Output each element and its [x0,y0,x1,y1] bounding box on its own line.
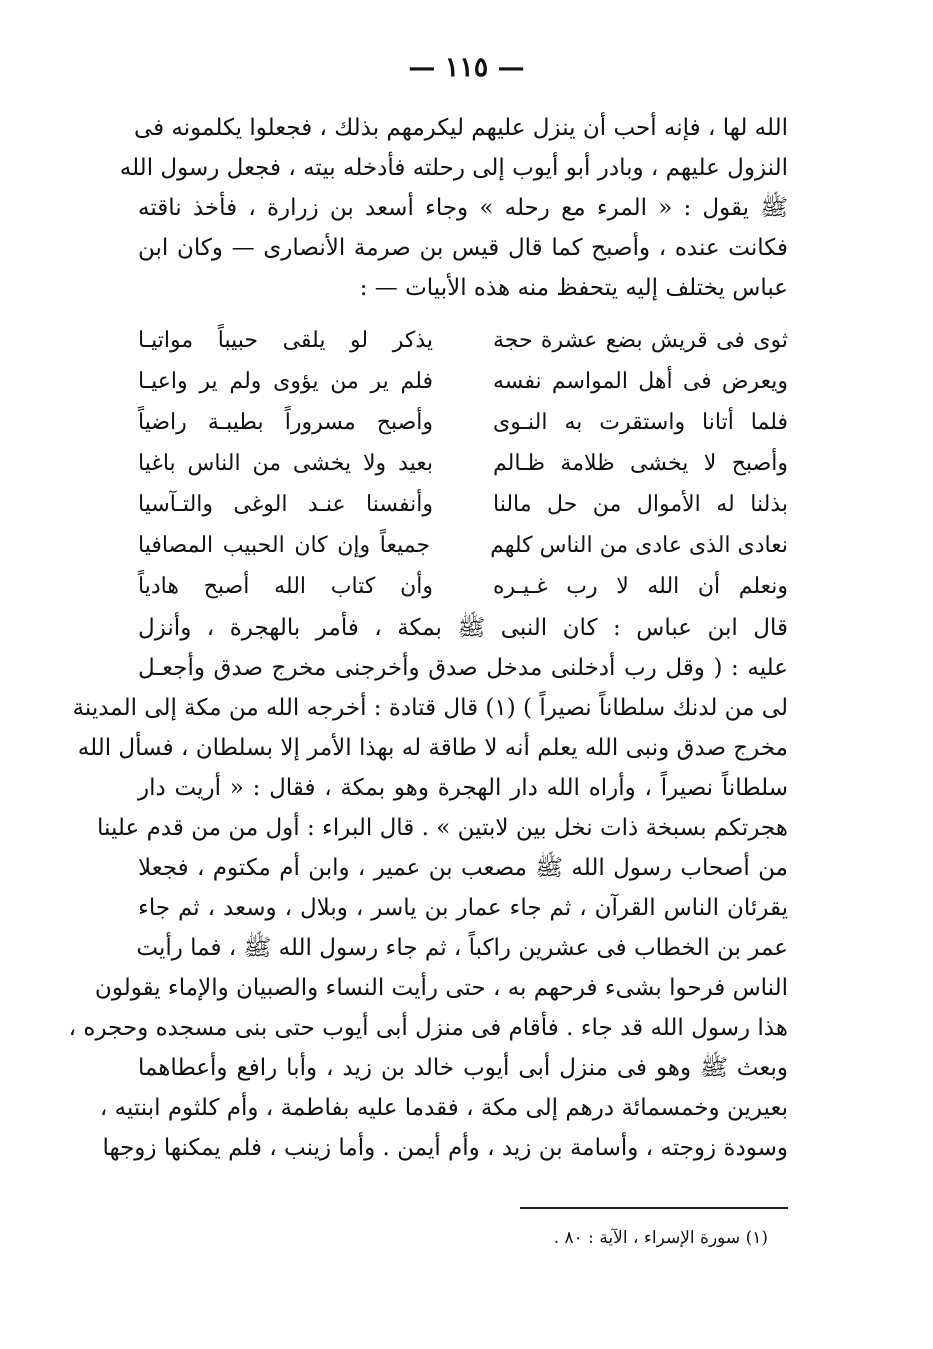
text-line: مخرج صدق ونبى الله يعلم أنه لا طاقة له بهذا الأمر إلا بسلطان ، فسأل الله [77,735,788,761]
footnote: (١) سورة الإسراء ، الآية : ٨٠ . [553,1228,768,1248]
poem-verse [138,525,788,566]
verse-second-hemistich: بعيد ولا يخشى من الناس باغيا [138,451,433,476]
poem-verse [138,443,788,484]
verse-first-hemistich: ويعرض فى أهل المواسم نفسه [493,369,788,394]
text-line: عليه : ( وقل رب أدخلنى مدخل صدق وأخرجنى مخرج صدق وأجعـل [138,655,788,681]
text-line: يقرئان الناس القرآن ، ثم جاء عمار بن ياسر ، وبلال ، وسعد ، ثم جاء [138,895,788,921]
text-line: عباس يختلف إليه يتحفظ منه هذه الأبيات — : [359,275,788,301]
page-number: — ١١٥ — [408,52,525,83]
text-line: هذا رسول الله قد جاء . فأقام فى منزل أبى أيوب حتى بنى مسجده وحجره ، [68,1015,788,1041]
verse-first-hemistich: ونعلم أن الله لا رب غـيـره [493,574,788,599]
poem-verse [138,484,788,525]
main-paragraph [68,608,788,1168]
verse-second-hemistich: وأصبح مسروراً بطيبـة راضياً [138,410,433,435]
poem-verse [138,361,788,402]
verse-second-hemistich: وأن كتاب الله أصبح هادياً [138,574,433,599]
footnote-divider [520,1207,788,1209]
text-line: هجرتكم بسبخة ذات نخل بين لابتين » . قال البراء : أول من من قدم علينا [97,815,788,841]
text-line: من أصحاب رسول الله ﷺ مصعب بن عمير ، وابن أم مكتوم ، فجعلا [138,855,788,881]
verse-first-hemistich: فلما أتانا واستقرت به النـوى [493,410,788,435]
poem-verse [138,402,788,443]
text-line: سلطاناً نصيراً ، وأراه الله دار الهجرة وهو بمكة ، فقال : « أريت دار [138,775,788,801]
verse-second-hemistich: وأنفسنا عنـد الوغى والتـآسيا [138,492,433,517]
verse-second-hemistich: جميعاً وإن كان الحبيب المصافيا [138,533,431,558]
text-line: وبعث ﷺ وهو فى منزل أبى أيوب خالد بن زيد ، وأبا رافع وأعطاهما [138,1055,788,1081]
verse-first-hemistich: وأصبح لا يخشى ظلامة ظـالم [493,451,788,476]
intro-paragraph [119,108,788,308]
text-line: لى من لدنك سلطاناً نصيراً ) (١) قال قتادة : أخرجه الله من مكة إلى المدينة [72,695,788,721]
text-line: عمر بن الخطاب فى عشرين راكباً ، ثم جاء رسول الله ﷺ ، فما رأيت [136,935,788,961]
verse-second-hemistich: فلم ير من يؤوى ولم ير واعيـا [138,369,433,394]
verse-first-hemistich: بذلنا له الأموال من حل مالنا [493,492,788,517]
text-line: الناس فرحوا بشىء فرحهم به ، حتى رأيت النساء والصبيان والإماء يقولون [94,975,788,1001]
poem [138,320,788,607]
text-line: ﷺ يقول : « المرء مع رحله » وجاء أسعد بن زرارة ، فأخذ ناقته [138,195,788,221]
text-line: فكانت عنده ، وأصبح كما قال قيس بن صرمة الأنصارى — وكان ابن [138,235,788,261]
poem-verse [138,320,788,361]
text-line: قال ابن عباس : كان النبى ﷺ بمكة ، فأمر بالهجرة ، وأنزل [138,615,788,641]
text-line: الله لها ، فإنه أحب أن ينزل عليهم ليكرمهم بذلك ، فجعلوا يكلمونه فى [133,115,788,141]
text-line: بعيرين وخمسمائة درهم إلى مكة ، فقدما عليه بفاطمة ، وأم كلثوم ابنتيه ، [99,1095,788,1121]
verse-first-hemistich: نعادى الذى عادى من الناس كلهم [490,533,788,558]
verse-first-hemistich: ثوى فى قريش بضع عشرة حجة [493,328,788,353]
text-line: وسودة زوجته ، وأسامة بن زيد ، وأم أيمن . وأما زينب ، فلم يمكنها زوجها [102,1135,788,1161]
text-line: النزول عليهم ، وبادر أبو أيوب إلى رحلته فأدخله بيته ، فجعل رسول الله [119,155,788,181]
verse-second-hemistich: يذكر لو يلقى حبيباً مواتيـا [138,328,433,353]
poem-verse [138,566,788,607]
